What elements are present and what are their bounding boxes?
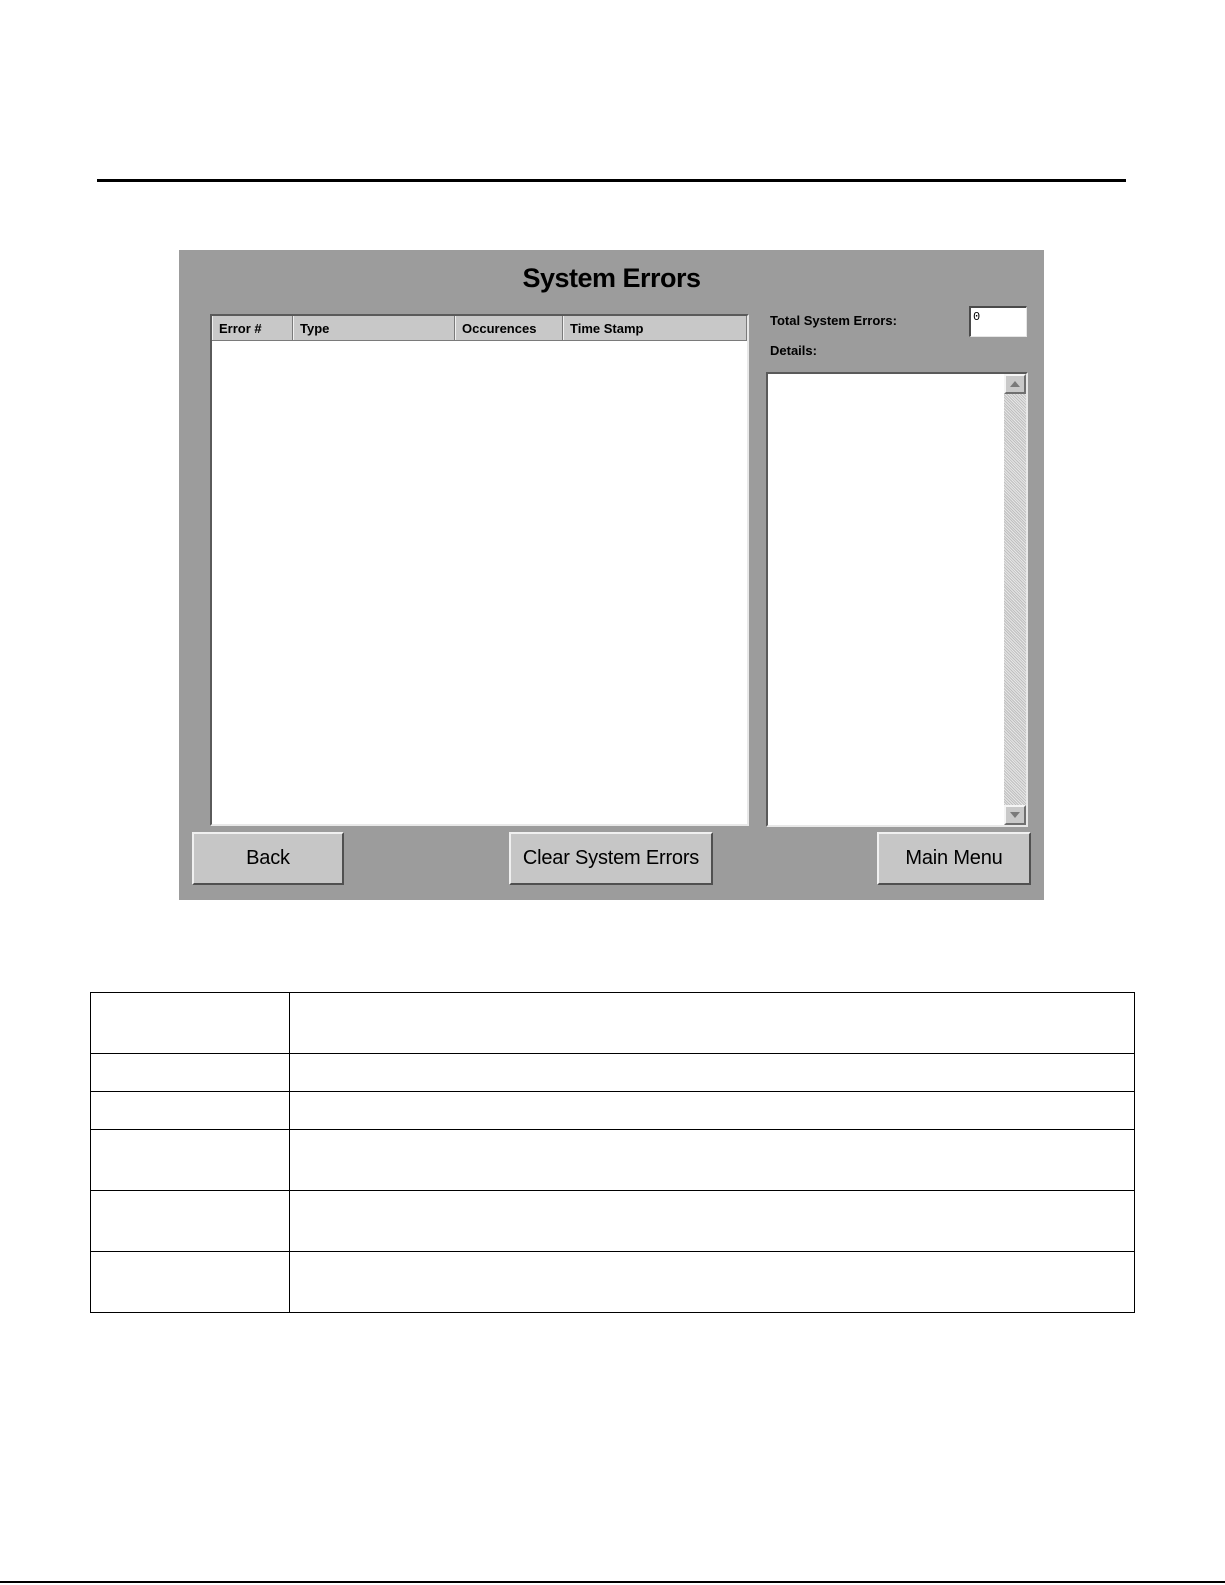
list-header <box>212 316 747 341</box>
table-row <box>91 1130 1135 1191</box>
arrow-down-icon <box>1010 812 1020 818</box>
table-cell <box>290 1092 1135 1130</box>
total-system-errors-field: 0 <box>969 306 1027 337</box>
scroll-up-button[interactable] <box>1004 374 1026 394</box>
description-table <box>90 992 1135 1313</box>
table-row <box>91 1092 1135 1130</box>
table-cell <box>91 1191 290 1252</box>
table-cell <box>91 1130 290 1191</box>
column-header-type[interactable]: Type <box>293 316 455 340</box>
details-scrollbar[interactable] <box>1004 374 1026 825</box>
table-cell <box>290 1130 1135 1191</box>
main-menu-button[interactable]: Main Menu <box>877 832 1031 885</box>
table-cell <box>91 1092 290 1130</box>
arrow-up-icon <box>1010 381 1020 387</box>
table-row <box>91 1054 1135 1092</box>
column-header-occurences[interactable]: Occurences <box>455 316 563 340</box>
table-cell <box>290 1191 1135 1252</box>
column-header-time-stamp[interactable]: Time Stamp <box>563 316 747 340</box>
system-errors-screen <box>179 250 1044 900</box>
table-cell <box>290 1252 1135 1313</box>
clear-system-errors-button[interactable]: Clear System Errors <box>509 832 713 885</box>
total-system-errors-label: Total System Errors: <box>770 313 897 328</box>
details-label: Details: <box>770 343 817 358</box>
table-row <box>91 1191 1135 1252</box>
screen-title: System Errors <box>522 263 701 293</box>
table-cell <box>290 1054 1135 1092</box>
error-list[interactable] <box>210 314 749 826</box>
back-button[interactable]: Back <box>192 832 344 885</box>
table-cell <box>290 993 1135 1054</box>
scroll-down-button[interactable] <box>1004 805 1026 825</box>
footer-rule <box>0 1581 1225 1583</box>
header-rule <box>97 179 1126 182</box>
table-row <box>91 993 1135 1054</box>
table-cell <box>91 993 290 1054</box>
table-cell <box>91 1252 290 1313</box>
table-cell <box>91 1054 290 1092</box>
column-header-error-number[interactable]: Error # <box>212 316 293 340</box>
error-list-body[interactable] <box>212 341 747 824</box>
table-row <box>91 1252 1135 1313</box>
details-textbox[interactable] <box>766 372 1028 827</box>
